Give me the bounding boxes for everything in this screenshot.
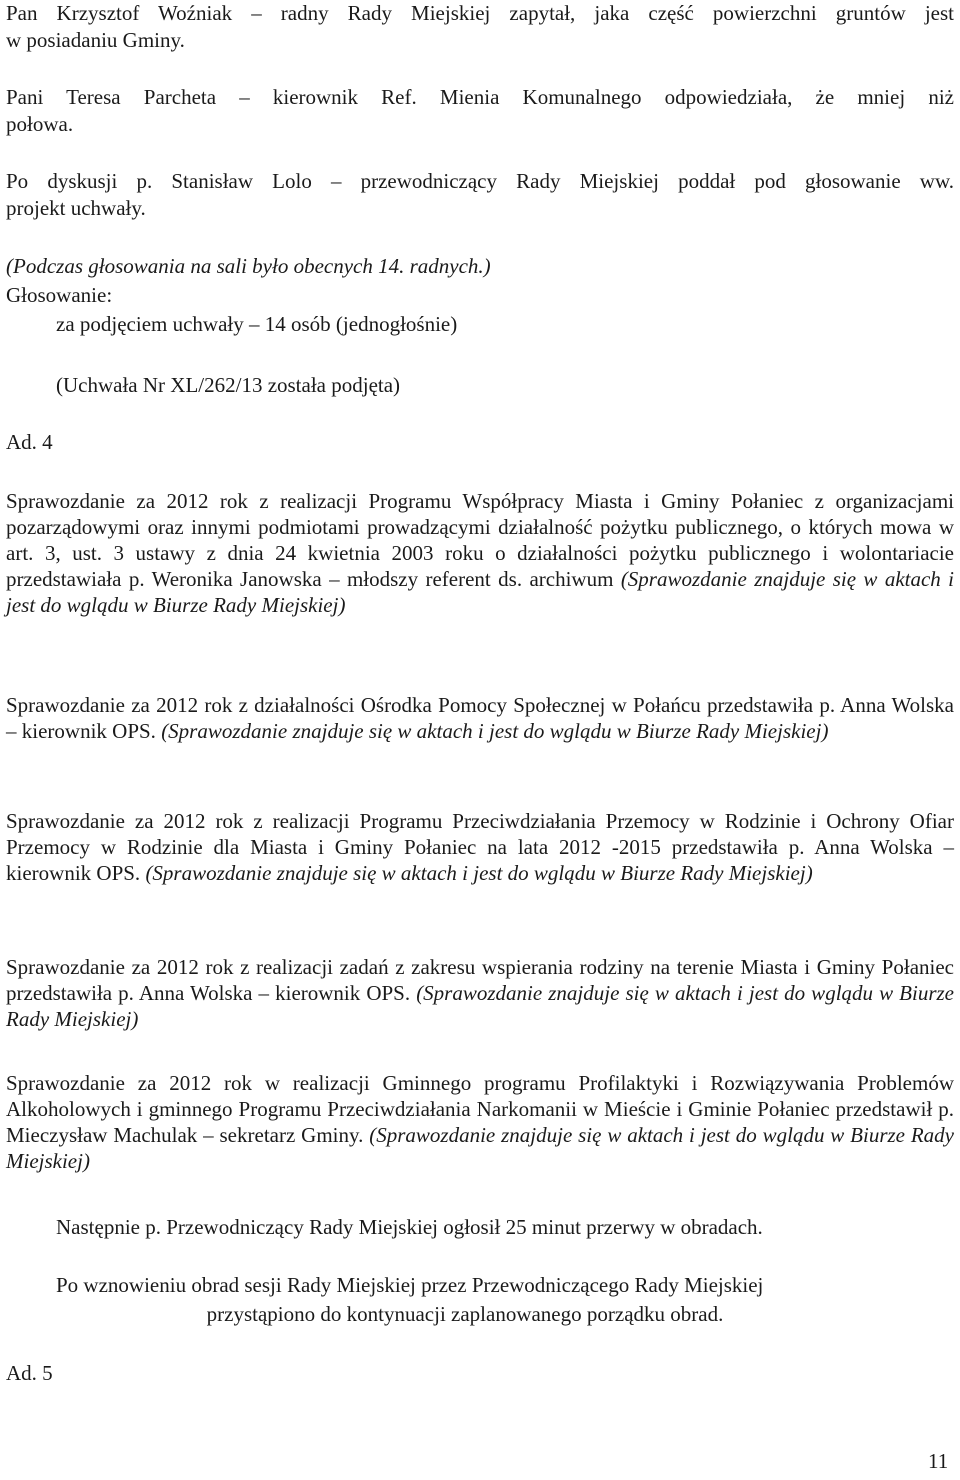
vote-result: za podjęciem uchwały – 14 osób (jednogłośnie) [56, 312, 458, 336]
archive-note: (Sprawozdanie znajduje się w aktach i jest do wglądu w Biurze Rady Miejskiej) [6, 981, 954, 1031]
resolution-adopted: (Uchwała Nr XL/262/13 została podjęta) [56, 373, 401, 397]
break-note: Następnie p. Przewodniczący Rady Miejskiej ogłosił 25 minut przerwy w obradach. [56, 1215, 763, 1239]
report-3-text: Sprawozdanie za 2012 rok z realizacji Programu Przeciwdziałania Przemocy w Rodzinie i Ochrony Ofiar Przemocy w Rodzinie dla Miasta i Gminy Połaniec na lata 2012 -2015 przedstawiła p. Anna Wolska – kierownik OPS. [6, 809, 954, 885]
report-paragraph-5 [6, 1070, 954, 1174]
answer-line-1: Pani Teresa Parcheta – kierownik Ref. Mienia Komunalnego odpowiedziała, że mniej niż [6, 85, 954, 109]
report-paragraph-3 [6, 808, 954, 886]
resume-line-2: przystąpiono do kontynuacji zaplanowanego porządku obrad. [206, 1302, 724, 1326]
section-heading-ad5: Ad. 5 [6, 1361, 53, 1385]
report-paragraph-1 [6, 488, 954, 618]
vote-label: Głosowanie: [6, 283, 113, 307]
question-line-1: Pan Krzysztof Woźniak – radny Rady Miejskiej zapytał, jaka część powierzchni gruntów jest [6, 1, 954, 25]
question-line-2: w posiadaniu Gminy. [6, 28, 185, 52]
report-paragraph-2 [6, 692, 954, 744]
archive-note: (Sprawozdanie znajduje się w aktach i jest do wglądu w Biurze Rady Miejskiej) [6, 567, 955, 617]
report-5-text: Sprawozdanie za 2012 rok w realizacji Gminnego programu Profilaktyki i Rozwiązywania Problemów Alkoholowych i gminnego Programu Przeciwdziałania Narkomanii w Mieście i Gminie Połaniec przedstawił p. Mieczysław Machulak – sekretarz Gminy. [6, 1071, 954, 1147]
report-4-text: Sprawozdanie za 2012 rok z realizacji zadań z zakresu wspierania rodziny na terenie Miasta i Gminy Połaniec przedstawiła p. Anna Wolska – kierownik OPS. [6, 955, 954, 1005]
discussion-line-1: Po dyskusji p. Stanisław Lolo – przewodniczący Rady Miejskiej poddał pod głosowanie ww. [6, 169, 954, 193]
page-number: 11 [928, 1449, 949, 1473]
vote-present-note: (Podczas głosowania na sali było obecnych 14. radnych.) [6, 254, 491, 278]
answer-line-2: połowa. [6, 112, 74, 136]
archive-note: (Sprawozdanie znajduje się w aktach i jest do wglądu w Biurze Rady Miejskiej) [161, 719, 829, 743]
report-1-text: Sprawozdanie za 2012 rok z realizacji Programu Współpracy Miasta i Gminy Połaniec z organizacjami pozarządowymi oraz innymi podmiotami prowadzącymi działalność pożytku publicznego, o których mowa w art. 3, ust. 3 ustawy z dnia 24 kwietnia 2003 roku o działalności pożytku publicznego i wolontariacie przedstawiała p. Weronika Janowska – młodszy referent ds. archiwum [6, 489, 954, 591]
resume-line-1: Po wznowieniu obrad sesji Rady Miejskiej przez Przewodniczącego Rady Miejskiej [56, 1273, 764, 1297]
section-heading-ad4: Ad. 4 [6, 430, 53, 454]
report-paragraph-4 [6, 954, 954, 1032]
report-2-text: Sprawozdanie za 2012 rok z działalności Ośrodka Pomocy Społecznej w Połańcu przedstawiła p. Anna Wolska – kierownik OPS. [6, 693, 954, 743]
discussion-line-2: projekt uchwały. [6, 196, 146, 220]
archive-note: (Sprawozdanie znajduje się w aktach i jest do wglądu w Biurze Rady Miejskiej) [6, 1123, 955, 1173]
archive-note: (Sprawozdanie znajduje się w aktach i jest do wglądu w Biurze Rady Miejskiej) [145, 861, 813, 885]
